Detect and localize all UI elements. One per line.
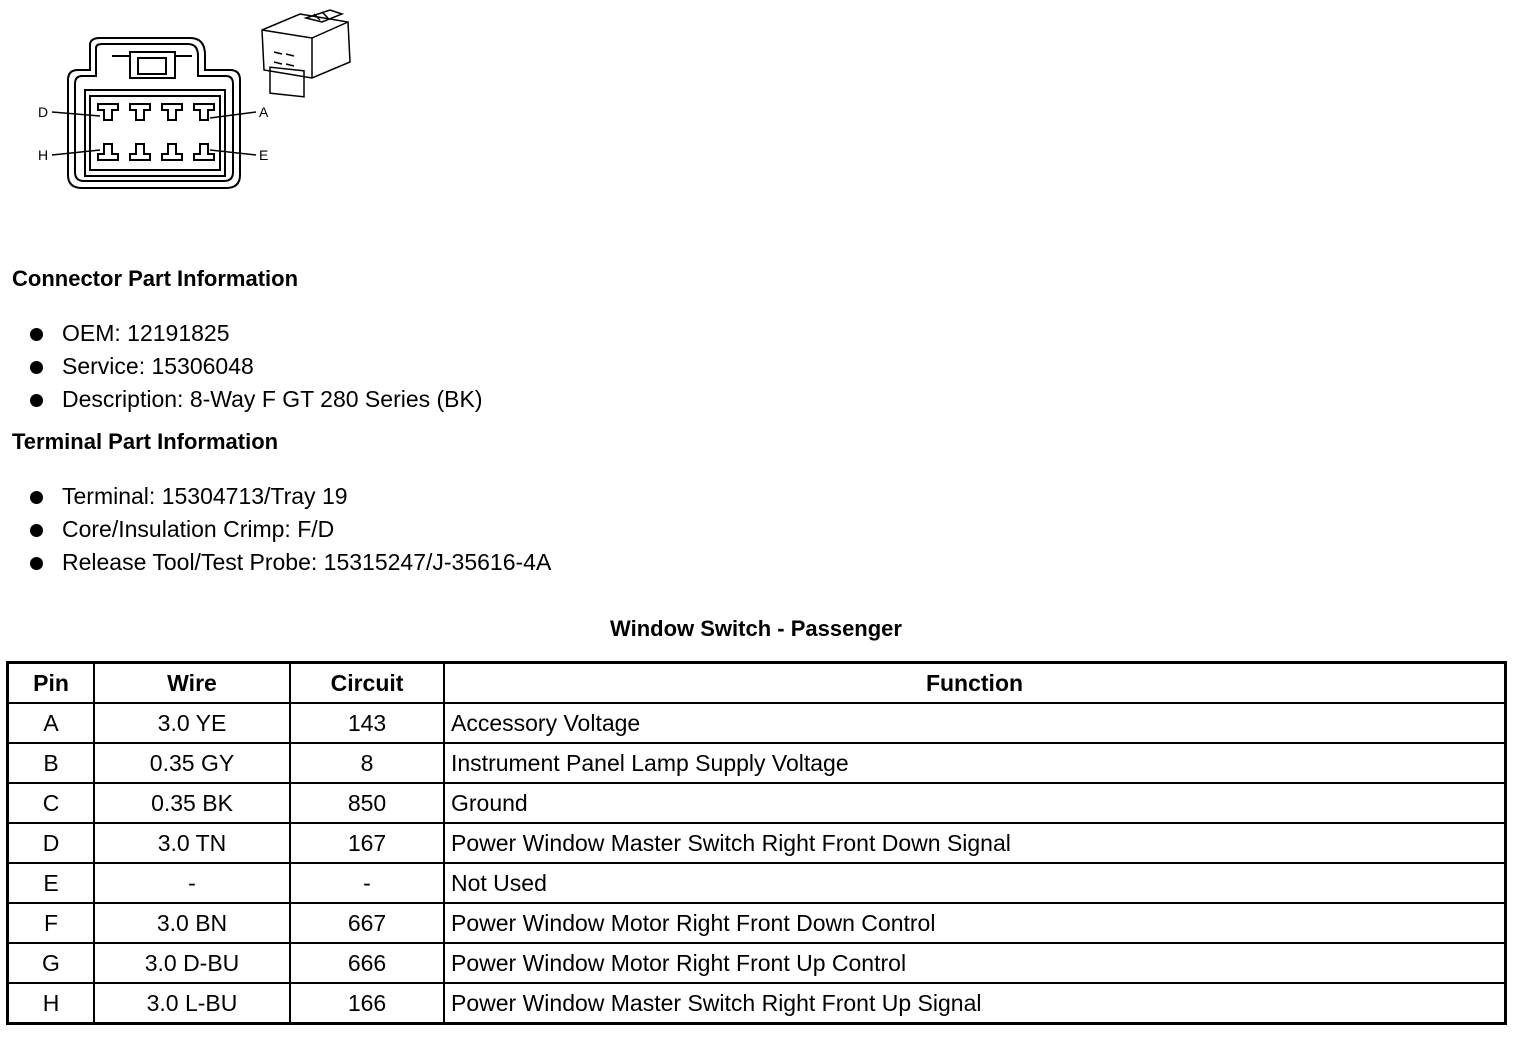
cell-function: Power Window Motor Right Front Down Control — [444, 903, 1506, 943]
cell-pin: G — [8, 943, 95, 983]
table-row — [8, 823, 1506, 863]
header-function: Function — [444, 663, 1506, 704]
pin-label-d: D — [38, 104, 49, 120]
table-row — [8, 743, 1506, 783]
cell-wire: - — [94, 863, 290, 903]
connector-service: Service: 15306048 — [62, 353, 254, 379]
cell-circuit: 166 — [290, 983, 444, 1024]
list-item — [30, 513, 551, 546]
cell-wire: 3.0 L-BU — [94, 983, 290, 1024]
cell-function: Power Window Motor Right Front Up Control — [444, 943, 1506, 983]
cell-wire: 3.0 BN — [94, 903, 290, 943]
connector-face-diagram — [30, 0, 370, 200]
connector-housing-outline — [68, 38, 240, 188]
cell-pin: A — [8, 703, 95, 743]
connector-info-list — [30, 317, 483, 416]
bullet-icon — [30, 524, 43, 537]
cell-wire: 3.0 D-BU — [94, 943, 290, 983]
table-row — [8, 783, 1506, 823]
bullet-icon — [30, 394, 43, 407]
cell-circuit: 667 — [290, 903, 444, 943]
cell-wire: 0.35 BK — [94, 783, 290, 823]
cell-pin: H — [8, 983, 95, 1024]
cell-circuit: 666 — [290, 943, 444, 983]
terminal-number: Terminal: 15304713/Tray 19 — [62, 483, 348, 509]
cell-circuit: 167 — [290, 823, 444, 863]
bullet-icon — [30, 361, 43, 374]
cell-circuit: 8 — [290, 743, 444, 783]
connector-oem: OEM: 12191825 — [62, 320, 230, 346]
terminal-info-list — [30, 480, 551, 579]
cell-wire: 3.0 TN — [94, 823, 290, 863]
table-row — [8, 703, 1506, 743]
cell-wire: 3.0 YE — [94, 703, 290, 743]
cell-circuit: 850 — [290, 783, 444, 823]
pinout-table — [6, 661, 1507, 1025]
cell-function: Power Window Master Switch Right Front Down Signal — [444, 823, 1506, 863]
bullet-icon — [30, 491, 43, 504]
cell-wire: 0.35 GY — [94, 743, 290, 783]
list-item — [30, 546, 551, 579]
header-wire: Wire — [94, 663, 290, 704]
cell-circuit: - — [290, 863, 444, 903]
list-item — [30, 317, 483, 350]
pin-label-a: A — [259, 104, 269, 120]
pin-label-h: H — [38, 147, 49, 163]
table-row — [8, 983, 1506, 1024]
cell-pin: B — [8, 743, 95, 783]
terminal-crimp: Core/Insulation Crimp: F/D — [62, 516, 335, 542]
terminal-release-tool: Release Tool/Test Probe: 15315247/J-35616-4A — [62, 549, 552, 575]
list-item — [30, 383, 483, 416]
bullet-icon — [30, 328, 43, 341]
connector-isometric-view — [262, 10, 350, 97]
table-header-row — [8, 663, 1506, 704]
connector-description: Description: 8-Way F GT 280 Series (BK) — [62, 386, 483, 412]
cell-circuit: 143 — [290, 703, 444, 743]
cell-function: Instrument Panel Lamp Supply Voltage — [444, 743, 1506, 783]
cell-pin: F — [8, 903, 95, 943]
table-title: Window Switch - Passenger — [610, 616, 902, 641]
table-row — [8, 903, 1506, 943]
cell-function: Power Window Master Switch Right Front Up Signal — [444, 983, 1506, 1024]
header-circuit: Circuit — [290, 663, 444, 704]
cell-function: Not Used — [444, 863, 1506, 903]
pin-label-e: E — [259, 147, 269, 163]
cell-function: Accessory Voltage — [444, 703, 1506, 743]
terminal-cavity-block — [85, 90, 225, 176]
list-item — [30, 350, 483, 383]
connector-info-heading: Connector Part Information — [12, 266, 299, 291]
terminal-info-heading: Terminal Part Information — [12, 429, 279, 454]
header-pin: Pin — [8, 663, 95, 704]
cell-pin: D — [8, 823, 95, 863]
cell-pin: C — [8, 783, 95, 823]
table-row — [8, 863, 1506, 903]
table-row — [8, 943, 1506, 983]
bullet-icon — [30, 557, 43, 570]
cell-pin: E — [8, 863, 95, 903]
cell-function: Ground — [444, 783, 1506, 823]
list-item — [30, 480, 551, 513]
